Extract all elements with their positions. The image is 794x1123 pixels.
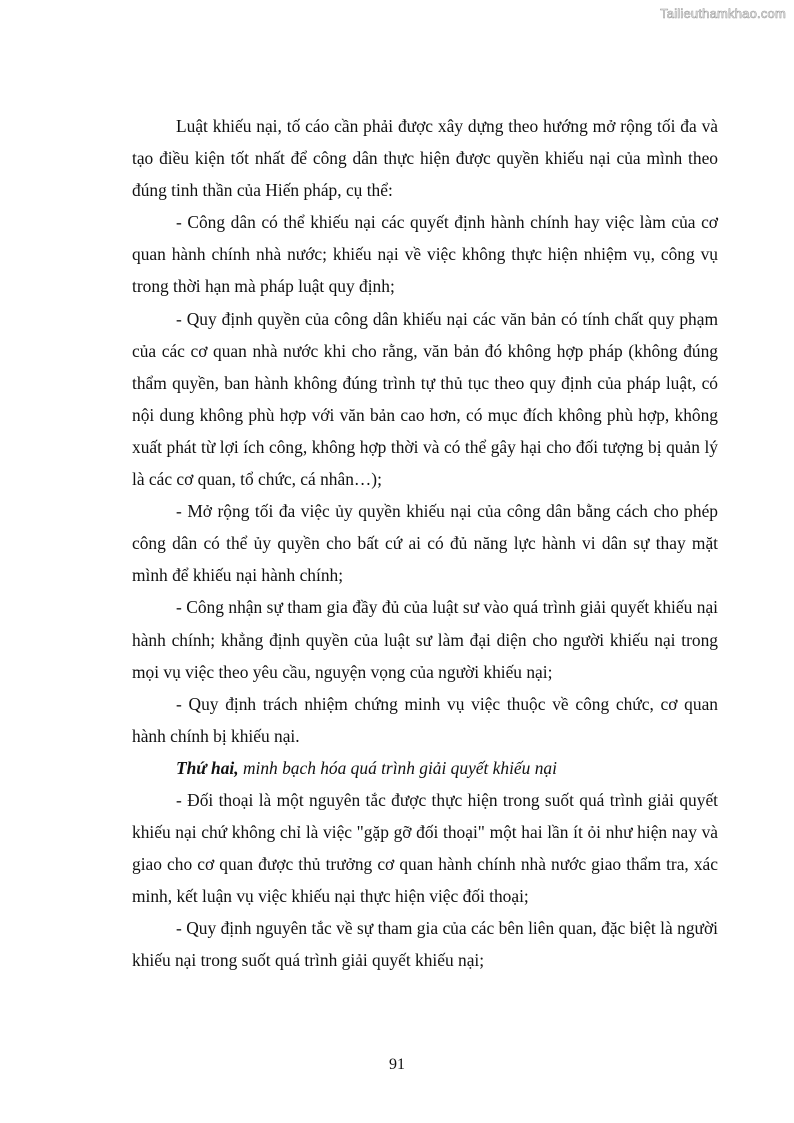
section-heading-bold: Thứ hai, (176, 757, 239, 778)
watermark-text: Tailieuthamkhao.com (660, 6, 786, 21)
paragraph-intro: Luật khiếu nại, tố cáo cần phải được xây dựng theo hướng mở rộng tối đa và tạo điều kiện tốt nhất để công dân thực hiện được quyền khiếu nại của mình theo đúng tinh thần của Hiến pháp, cụ thể: (132, 116, 718, 201)
paragraph-item: - Quy định trách nhiệm chứng minh vụ việc thuộc về công chức, cơ quan hành chính bị khiếu nại. (132, 693, 718, 746)
paragraph-item: - Đối thoại là một nguyên tắc được thực hiện trong suốt quá trình giải quyết khiếu nại chứ không chỉ là việc "gặp gỡ đối thoại" một hai lần ít ỏi như hiện nay và giao cho cơ quan được thủ trưởng cơ quan hành chính nhà nước giao thẩm tra, xác minh, kết luận vụ việc khiếu nại thực hiện việc đối thoại; (132, 789, 718, 907)
section-heading (132, 752, 718, 784)
paragraph-item: - Công dân có thể khiếu nại các quyết định hành chính hay việc làm của cơ quan hành chính nhà nước; khiếu nại về việc không thực hiện nhiệm vụ, công vụ trong thời hạn mà pháp luật quy định; (132, 212, 718, 297)
paragraph-item: - Công nhận sự tham gia đầy đủ của luật sư vào quá trình giải quyết khiếu nại hành chính; khẳng định quyền của luật sư làm đại diện cho người khiếu nại trong mọi vụ việc theo yêu cầu, nguyện vọng của người khiếu nại; (132, 597, 718, 682)
paragraph-item: - Quy định nguyên tắc về sự tham gia của các bên liên quan, đặc biệt là người khiếu nại trong suốt quá trình giải quyết khiếu nại; (132, 918, 718, 971)
document-body (132, 110, 718, 977)
section-heading-text: minh bạch hóa quá trình giải quyết khiếu nại (238, 757, 557, 778)
paragraph-item: - Quy định quyền của công dân khiếu nại các văn bản có tính chất quy phạm của các cơ quan nhà nước khi cho rằng, văn bản đó không hợp pháp (không đúng thẩm quyền, ban hành không đúng trình tự thủ tục theo quy định của pháp luật, có nội dung không phù hợp với văn bản cao hơn, có mục đích không phù hợp, không xuất phát từ lợi ích công, không hợp thời và có thể gây hại cho đối tượng bị quản lý là các cơ quan, tổ chức, cá nhân…); (132, 308, 718, 490)
page-number: 91 (389, 1056, 405, 1073)
paragraph-item: - Mở rộng tối đa việc ủy quyền khiếu nại của công dân bằng cách cho phép công dân có thể ủy quyền cho bất cứ ai có đủ năng lực hành vi dân sự thay mặt mình để khiếu nại hành chính; (132, 501, 718, 586)
